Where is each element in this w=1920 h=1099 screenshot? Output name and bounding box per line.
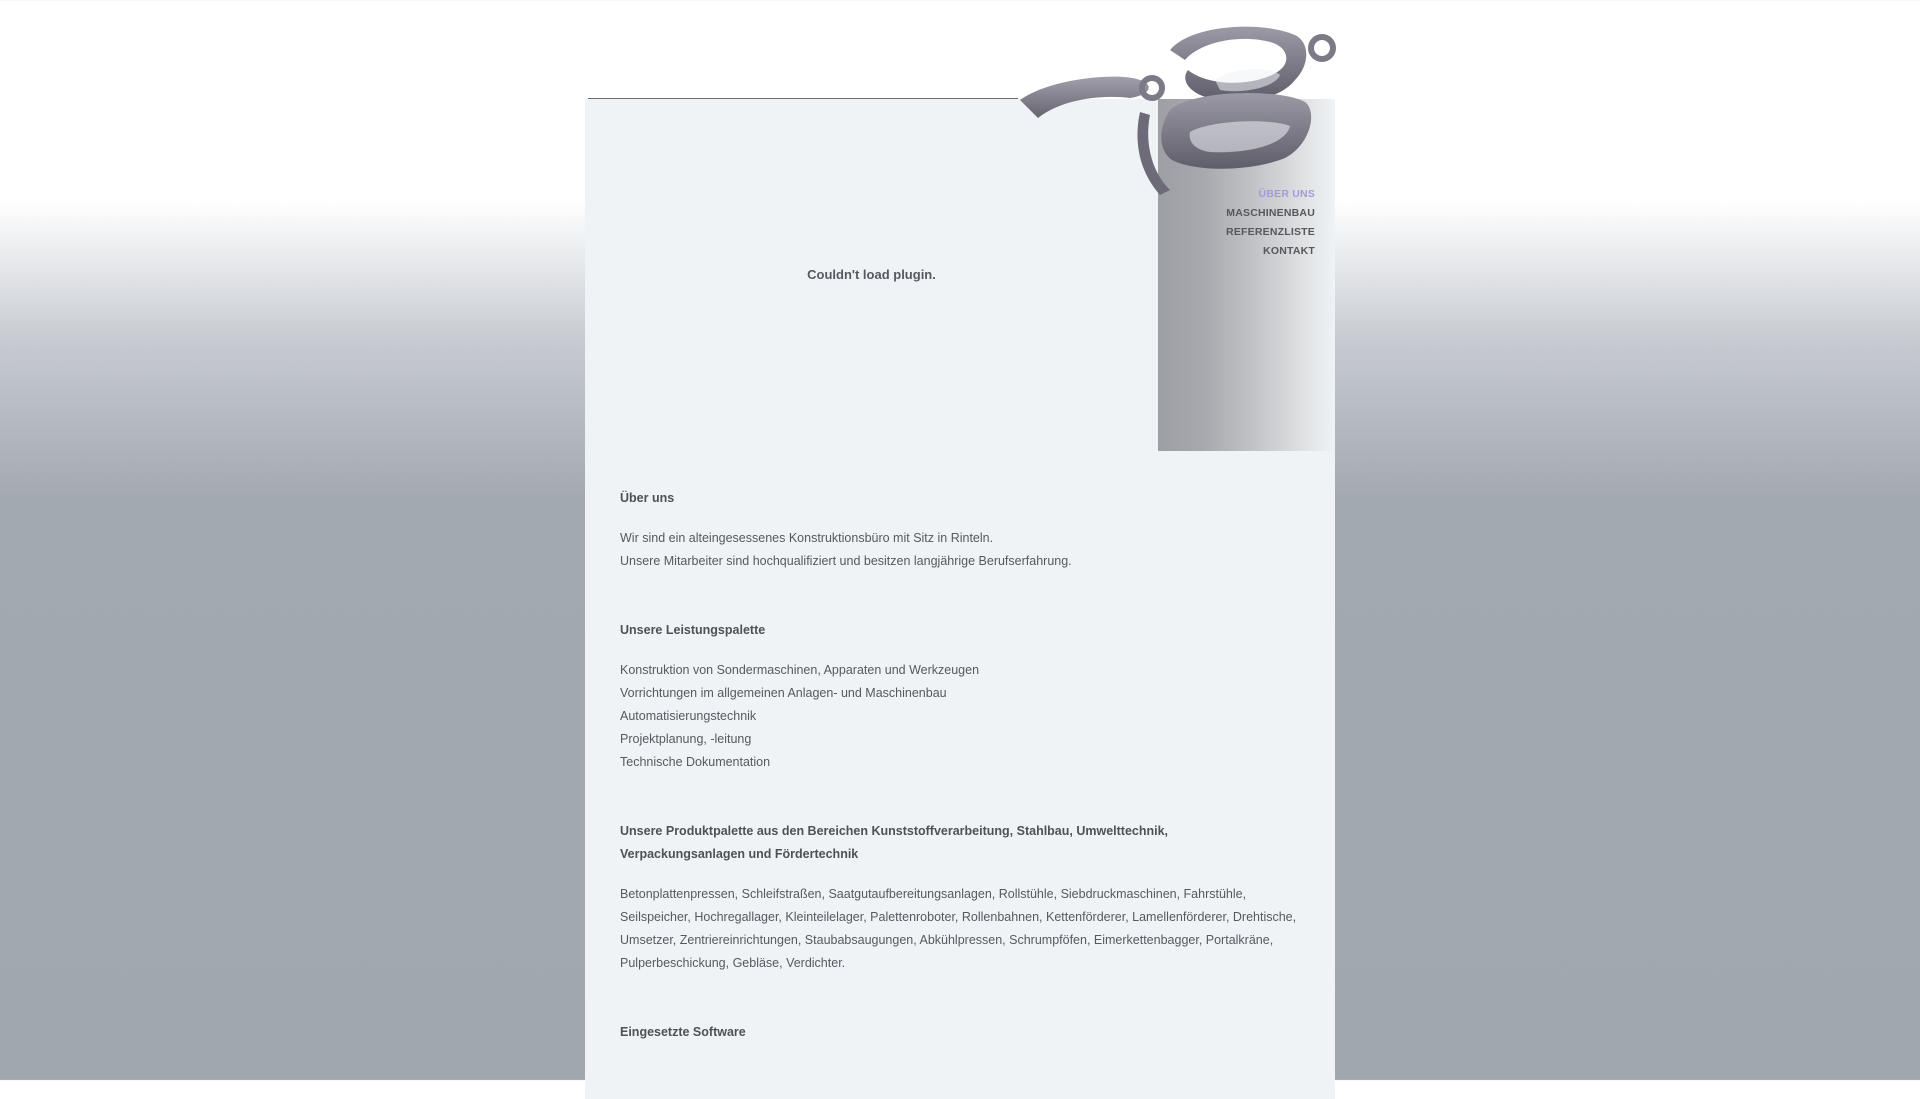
service-item: Automatisierungstechnik [620,709,757,723]
products-heading: Unsere Produktpalette aus den Bereichen Kunststoffverarbeitung, Stahlbau, Umwelttechnik, Verpackungsanlagen und Fördertechnik [620,824,1169,861]
plugin-error-message: Couldn't load plugin. [807,267,936,282]
content-area [620,487,1300,1044]
service-item: Konstruktion von Sondermaschinen, Apparaten und Werkzeugen [620,663,980,677]
about-line-2: Unsere Mitarbeiter sind hochqualifiziert und besitzen langjährige Berufserfahrung. [620,554,1072,568]
services-heading: Unsere Leistungspalette [620,623,766,637]
nav-item-kontakt[interactable]: KONTAKT [1263,245,1315,257]
service-item: Technische Dokumentation [620,755,771,769]
service-item: Projektplanung, -leitung [620,732,752,746]
service-item: Vorrichtungen im allgemeinen Anlagen- und Maschinenbau [620,686,947,700]
software-heading: Eingesetzte Software [620,1025,746,1039]
nav-item-maschinenbau[interactable]: MASCHINENBAU [1226,207,1315,219]
nav-item-ueber-uns[interactable]: ÜBER UNS [1258,188,1315,200]
company-logo [1010,20,1340,220]
about-line-1: Wir sind ein alteingesessenes Konstruktionsbüro mit Sitz in Rinteln. [620,531,994,545]
nav-item-referenzliste[interactable]: REFERENZLISTE [1226,226,1315,238]
products-text: Betonplattenpressen, Schleifstraßen, Saatgutaufbereitungsanlagen, Rollstühle, Siebdruckmaschinen, Fahrstühle, Seilspeicher, Hochregallager, Kleinteilelager, Palettenroboter, Rollenbahnen, Kettenförderer, Lamellenförderer, Drehtische, Umsetzer, Zentriereinrichtungen, Staubabsaugungen, Abkühlpressen, Schrumpföfen, Eimerkettenbagger, Portalkräne, Pulperbeschickung, Gebläse, Verdichter. [620,887,1297,970]
about-heading: Über uns [620,491,675,505]
